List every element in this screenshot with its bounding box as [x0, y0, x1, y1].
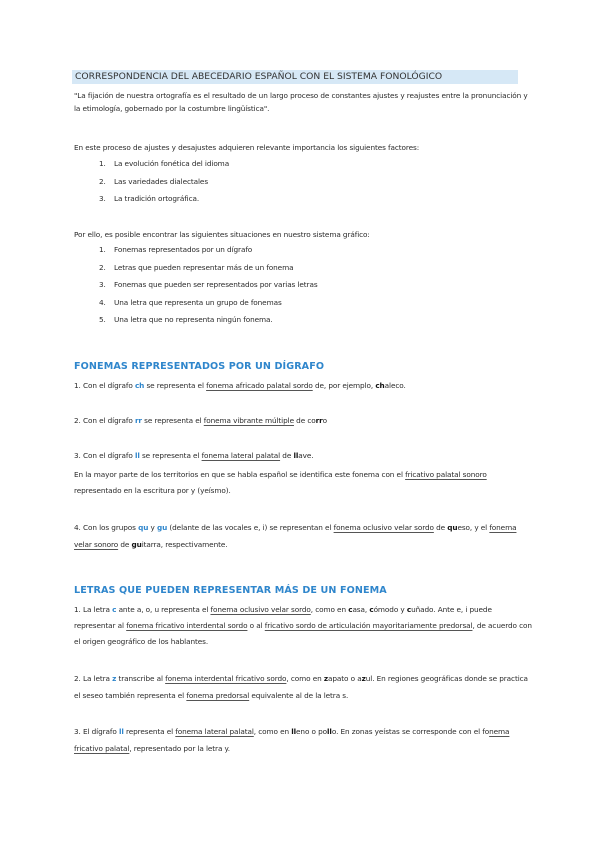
section-heading-digrafo: FONEMAS REPRESENTADOS POR UN DÍGRAFO — [74, 361, 325, 372]
section1-paragraph-3b: En la mayor parte de los territorios en que se habla español se identifica este fonema con el fricativo palatal sonoro representado en la escritura por y (yeísmo). — [74, 470, 487, 495]
factors-intro: En este proceso de ajustes y desajustes adquieren relevante importancia los siguientes factores: — [74, 143, 420, 152]
section1-paragraph-3: 3. Con el dígrafo ll se representa el fonema lateral palatal de llave. — [74, 451, 314, 460]
list-item: 4. Una letra que representa un grupo de fonemas — [108, 294, 534, 312]
section1-paragraph-2: 2. Con el dígrafo rr se representa el fonema vibrante múltiple de corro — [74, 416, 327, 425]
quote-paragraph: "La fijación de nuestra ortografía es el resultado de un largo proceso de constantes ajustes y reajustes entre la pronunciación y la etimología, gobernado por la costumbre lingüística". — [74, 91, 528, 113]
list-item: 1. La evolución fonética del idioma — [108, 155, 534, 173]
list-item: 3. La tradición ortográfica. — [108, 190, 534, 208]
list-item: 5. Una letra que no representa ningún fonema. — [108, 311, 534, 329]
situations-intro: Por ello, es posible encontrar las siguientes situaciones en nuestro sistema gráfico: — [74, 230, 370, 239]
section2-paragraph-2: 2. La letra z transcribe al fonema interdental fricativo sordo, como en zapato o azul. En regiones geográficas donde se practica el seseo también representa el fonema predorsal equivalente al de la letra s. — [74, 674, 528, 700]
list-item: 2. Letras que pueden representar más de un fonema — [108, 259, 534, 277]
section-heading-letras: LETRAS QUE PUEDEN REPRESENTAR MÁS DE UN FONEMA — [74, 585, 387, 596]
section1-paragraph-4: 4. Con los grupos qu y gu (delante de las vocales e, i) se representan el fonema oclusivo velar sordo de queso, y el fonema velar sonoro de guitarra, respectivamente. — [74, 523, 517, 549]
situations-list — [74, 241, 534, 329]
section1-paragraph-1: 1. Con el dígrafo ch se representa el fonema africado palatal sordo de, por ejemplo, chaleco. — [74, 381, 406, 390]
factors-list — [74, 155, 534, 208]
list-item: 2. Las variedades dialectales — [108, 173, 534, 191]
list-item: 1. Fonemas representados por un dígrafo — [108, 241, 534, 259]
section2-paragraph-3: 3. El dígrafo ll representa el fonema lateral palatal, como en lleno o pollo. En zonas yeístas se corresponde con el fonema fricativo palatal, representado por la letra y. — [74, 727, 510, 753]
section2-paragraph-1: 1. La letra c ante a, o, u representa el fonema oclusivo velar sordo, como en casa, cómodo y cuñado. Ante e, i puede representar al fonema fricativo interdental sordo o al fricativo sordo de articulación mayoritariamente predorsal, de acuerdo con el origen geográfico de los hablantes. — [74, 605, 532, 646]
document-title: CORRESPONDENCIA DEL ABECEDARIO ESPAÑOL CON EL SISTEMA FONOLÓGICO — [72, 70, 518, 84]
list-item: 3. Fonemas que pueden ser representados por varias letras — [108, 276, 534, 294]
